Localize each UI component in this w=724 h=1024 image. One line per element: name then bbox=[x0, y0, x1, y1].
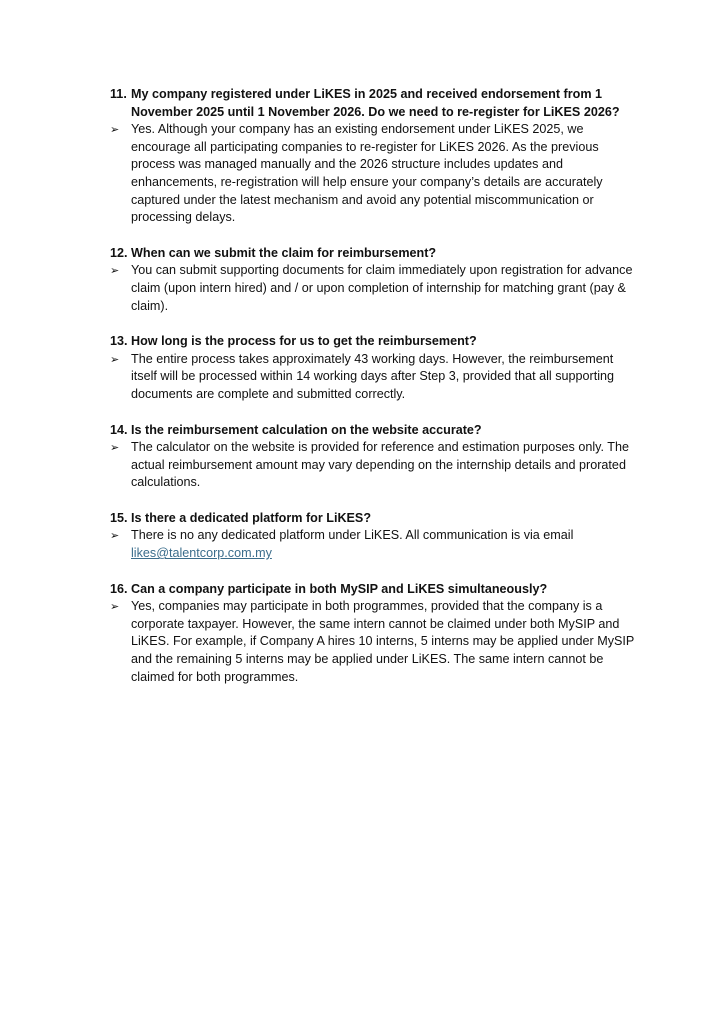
faq-answer bbox=[110, 439, 640, 492]
faq-question bbox=[110, 510, 640, 528]
answer-text: Yes. Although your company has an existing endorsement under LiKES 2025, we encourage all participating companies to re-register for LiKES 2026. As the previous process was managed manually and the 2026 structure includes updates and enhancements, re-registration will help ensure your company’s details are accurately captured under the latest mechanism and avoid any potential miscommunication or processing delays. bbox=[131, 122, 603, 225]
answer-text: The calculator on the website is provided for reference and estimation purposes only. The actual reimbursement amount may vary depending on the internship details and prorated calculations. bbox=[131, 440, 629, 490]
arrow-bullet-icon: ➢ bbox=[110, 600, 120, 614]
faq-answer bbox=[110, 351, 640, 404]
faq-question bbox=[110, 245, 640, 263]
faq-list bbox=[110, 86, 640, 704]
question-number: 13. bbox=[110, 334, 128, 349]
faq-item-11 bbox=[110, 86, 640, 227]
question-number: 12. bbox=[110, 245, 128, 260]
faq-answer bbox=[110, 527, 640, 562]
arrow-bullet-icon: ➢ bbox=[110, 441, 120, 455]
question-text: Is the reimbursement calculation on the website accurate? bbox=[131, 422, 482, 437]
arrow-bullet-icon: ➢ bbox=[110, 529, 120, 543]
faq-item-12 bbox=[110, 245, 640, 315]
arrow-bullet-icon: ➢ bbox=[110, 123, 120, 137]
question-text: Can a company participate in both MySIP and LiKES simultaneously? bbox=[131, 581, 548, 596]
question-number: 14. bbox=[110, 422, 128, 437]
arrow-bullet-icon: ➢ bbox=[110, 352, 120, 366]
answer-text: Yes, companies may participate in both programmes, provided that the company is a corporate taxpayer. However, the same intern cannot be claimed under both MySIP and LiKES. For example, if Company A hires 10 interns, 5 interns may be applied under MySIP and the remaining 5 interns may be applied under LiKES. The same intern cannot be claimed for both programmes. bbox=[131, 599, 635, 684]
faq-item-13 bbox=[110, 333, 640, 403]
answer-text: The entire process takes approximately 43 working days. However, the reimbursement itself will be processed within 14 working days after Step 3, provided that all supporting documents are complete and submitted correctly. bbox=[131, 351, 615, 401]
faq-question bbox=[110, 581, 640, 599]
question-text: When can we submit the claim for reimbursement? bbox=[131, 245, 437, 260]
question-number: 15. bbox=[110, 510, 128, 525]
answer-text: There is no any dedicated platform under LiKES. All communication is via email bbox=[131, 528, 574, 543]
faq-question bbox=[110, 333, 640, 351]
question-text: My company registered under LiKES in 2025 and received endorsement from 1 November 2025 until 1 November 2026. Do we need to re-register for LiKES 2026? bbox=[131, 87, 620, 119]
faq-answer bbox=[110, 121, 640, 227]
faq-item-14 bbox=[110, 422, 640, 492]
question-number: 16. bbox=[110, 581, 128, 596]
question-text: How long is the process for us to get the reimbursement? bbox=[131, 334, 477, 349]
answer-block bbox=[131, 527, 640, 562]
faq-answer bbox=[110, 262, 640, 315]
answer-text: You can submit supporting documents for claim immediately upon registration for advance claim (upon intern hired) and / or upon completion of internship for matching grant (pay & claim). bbox=[131, 263, 633, 313]
question-text: Is there a dedicated platform for LiKES? bbox=[131, 510, 372, 525]
faq-item-16 bbox=[110, 581, 640, 687]
faq-question bbox=[110, 422, 640, 440]
faq-question bbox=[110, 86, 640, 121]
faq-item-15 bbox=[110, 510, 640, 563]
faq-answer bbox=[110, 598, 640, 686]
question-number: 11. bbox=[110, 87, 127, 101]
email-link[interactable]: likes@talentcorp.com.my bbox=[131, 546, 272, 561]
arrow-bullet-icon: ➢ bbox=[110, 264, 120, 278]
